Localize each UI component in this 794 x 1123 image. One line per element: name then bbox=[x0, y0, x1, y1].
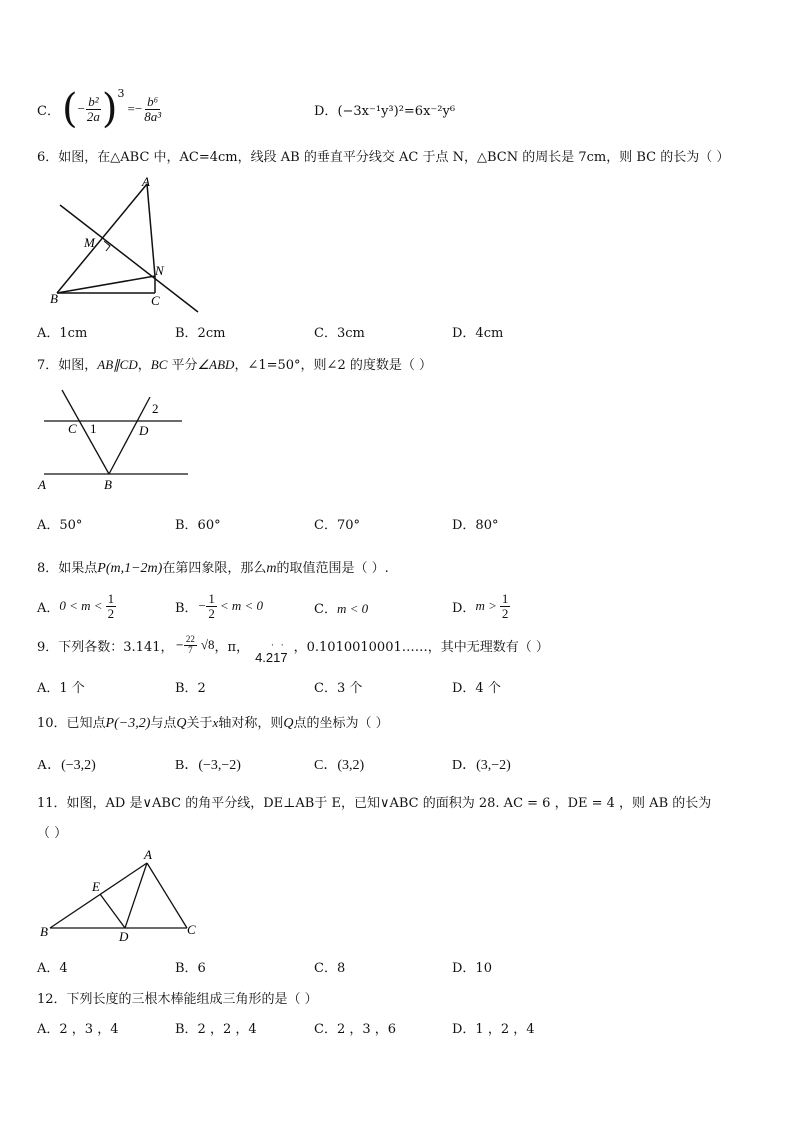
q9-option-a: A．1 个 bbox=[37, 681, 85, 696]
q9-prefix: 9．下列各数：3.141， bbox=[37, 639, 174, 655]
q8-option-a bbox=[37, 588, 116, 624]
q10-mid: 与点 bbox=[150, 716, 177, 731]
fraction bbox=[85, 95, 102, 123]
q8-option-c bbox=[314, 598, 368, 617]
q8-point: P(m,1−2m) bbox=[97, 561, 163, 576]
numerator: b⁶ bbox=[147, 93, 159, 109]
label-d: D bbox=[139, 423, 149, 438]
q7-angle: ∠ABD bbox=[197, 357, 235, 372]
q9-option-d: D．4 个 bbox=[452, 681, 501, 696]
q8-m: m bbox=[266, 561, 277, 576]
option-label: C． bbox=[314, 602, 337, 617]
numerator: 1 bbox=[208, 590, 215, 606]
q10-option-a: A．(−3,2) bbox=[37, 758, 96, 773]
option-expr: 0 < m < bbox=[59, 598, 103, 613]
left-paren-glyph: ( bbox=[61, 86, 78, 132]
q12-option-c: C．2 ，3 ，6 bbox=[314, 1022, 397, 1037]
fraction bbox=[106, 592, 117, 620]
q10-text bbox=[37, 712, 389, 732]
q8-suffix2: 的取值范围是（ ）. bbox=[276, 561, 389, 576]
denominator: 2 bbox=[107, 605, 115, 621]
q10-mid2: 关于 bbox=[186, 716, 213, 731]
repeat-dots: · · bbox=[271, 640, 286, 651]
q6-option-b: B．2cm bbox=[175, 326, 226, 341]
q10-point: P(−3,2) bbox=[105, 716, 151, 731]
q7-suffix: ，∠1=50°，则∠2 的度数是（ ） bbox=[234, 358, 432, 373]
q6-option-a: A．1cm bbox=[37, 326, 88, 341]
q10-option-c: C．(3,2) bbox=[314, 758, 365, 773]
q9-repeating-decimal bbox=[255, 642, 288, 665]
q11-line2: （ ） bbox=[37, 826, 68, 841]
label-a: A bbox=[142, 174, 150, 189]
label-b: B bbox=[50, 291, 58, 306]
decimal-value: 4.217 bbox=[255, 649, 288, 665]
option-expr: m > bbox=[475, 598, 497, 613]
q9-suffix: ，0.1010010001……，其中无理数有（ ） bbox=[293, 639, 549, 655]
denominator: 7 bbox=[188, 644, 193, 655]
q7-figure bbox=[34, 385, 194, 501]
q10-q: Q bbox=[176, 716, 187, 731]
fraction bbox=[184, 635, 197, 655]
numerator: 1 bbox=[501, 590, 509, 606]
q12-option-a: A．2 ，3 ，4 bbox=[37, 1022, 119, 1037]
option-label: D． bbox=[314, 104, 338, 119]
denominator: 8a³ bbox=[144, 108, 162, 124]
q12-option-d: D．1 ，2 ，4 bbox=[452, 1022, 535, 1037]
q11-option-b: B．6 bbox=[175, 961, 206, 976]
label-a: A bbox=[144, 847, 152, 862]
q10-suffix2: 点的坐标为（ ） bbox=[293, 716, 389, 731]
q9-sqrt: √8 bbox=[200, 637, 215, 652]
label-a: A bbox=[38, 477, 46, 492]
q7-option-c: C．70° bbox=[314, 518, 360, 533]
q5-option-d bbox=[314, 100, 455, 119]
label-d: D bbox=[119, 929, 129, 944]
q11-figure bbox=[34, 845, 204, 949]
q10-q2: Q bbox=[283, 716, 294, 731]
q9-option-b: B．2 bbox=[175, 681, 206, 696]
q7-option-d: D．80° bbox=[452, 518, 499, 533]
fraction bbox=[206, 592, 217, 620]
option-label: A． bbox=[37, 600, 60, 616]
numerator: 22 bbox=[185, 634, 195, 645]
q8-option-d bbox=[452, 588, 510, 624]
option-label: C． bbox=[37, 103, 60, 119]
q6-option-c: C．3cm bbox=[314, 326, 365, 341]
right-paren-glyph: ) bbox=[101, 86, 118, 132]
option-expr: m < 0 bbox=[336, 601, 369, 616]
q7-text bbox=[37, 354, 432, 373]
result-fraction bbox=[142, 95, 163, 123]
q8-prefix: 8．如果点 bbox=[37, 561, 98, 576]
q11-option-c: C．8 bbox=[314, 961, 346, 976]
q8-option-b bbox=[175, 588, 263, 624]
q6-option-d: D．4cm bbox=[452, 326, 504, 341]
q12-text: 12．下列长度的三根木棒能组成三角形的是（ ） bbox=[37, 992, 318, 1007]
minus-sign: − bbox=[197, 598, 207, 613]
q7-bisects: 平分 bbox=[167, 358, 198, 373]
q7-bc: BC bbox=[150, 357, 168, 372]
q10-prefix: 10．已知点 bbox=[37, 716, 106, 731]
label-e: E bbox=[92, 879, 100, 894]
q6-figure bbox=[40, 172, 210, 321]
q11-line1: 11．如图，AD 是∨ABC 的角平分线，DE⊥AB于 E，已知∨ABC 的面积为 28. AC = 6 ，DE = 4 ，则 AB 的长为 bbox=[37, 796, 712, 811]
label-b: B bbox=[40, 924, 48, 939]
denominator: 2 bbox=[501, 605, 509, 621]
option-expr: < m < 0 bbox=[219, 598, 264, 613]
label-1: 1 bbox=[90, 421, 97, 436]
q9-text bbox=[37, 630, 549, 665]
q11-option-a: A．4 bbox=[37, 961, 68, 976]
q8-suffix: 在第四象限，那么 bbox=[162, 561, 267, 576]
label-2: 2 bbox=[152, 401, 159, 416]
q6-text: 6．如图，在△ABC 中，AC=4cm，线段 AB 的垂直平分线交 AC 于点 N，△BCN 的周长是 7cm，则 BC 的长为（ ） bbox=[37, 150, 730, 165]
denominator: 2 bbox=[208, 605, 215, 621]
q8-text bbox=[37, 557, 389, 577]
fraction bbox=[500, 592, 511, 620]
q9-option-c: C．3 个 bbox=[314, 681, 363, 696]
label-c: C bbox=[187, 922, 196, 937]
q7-option-b: B．60° bbox=[175, 518, 221, 533]
q9-neg-fraction bbox=[176, 635, 197, 655]
q10-x: x bbox=[212, 715, 219, 730]
label-c: C bbox=[68, 421, 77, 436]
minus-sign: − bbox=[77, 101, 85, 116]
label-m: M bbox=[84, 235, 95, 250]
q7-prefix: 7．如图， bbox=[37, 358, 98, 373]
numerator: 1 bbox=[107, 590, 115, 606]
q11-option-d: D．10 bbox=[452, 961, 492, 976]
q5-option-c bbox=[37, 84, 163, 134]
q12-option-b: B．2 ，2 ，4 bbox=[175, 1022, 257, 1037]
q10-suffix: 轴对称，则 bbox=[218, 716, 284, 731]
option-label: B． bbox=[175, 600, 198, 616]
denominator: 2a bbox=[86, 108, 100, 124]
label-b: B bbox=[104, 477, 112, 492]
q10-option-d: D．(3,−2) bbox=[452, 758, 511, 773]
numerator: b² bbox=[88, 93, 99, 109]
q7-parallel: AB∥CD bbox=[97, 357, 138, 372]
label-c: C bbox=[151, 293, 160, 308]
q7-sep: ， bbox=[137, 358, 151, 373]
q10-option-b: B．(−3,−2) bbox=[175, 758, 241, 773]
equals-minus: =− bbox=[127, 101, 143, 116]
q7-option-a: A．50° bbox=[37, 518, 83, 533]
q9-pi: ，π， bbox=[214, 639, 250, 655]
exponent: 3 bbox=[117, 86, 125, 100]
label-n: N bbox=[155, 263, 164, 278]
option-text: (−3x⁻¹y³)²=6x⁻²y⁶ bbox=[337, 104, 456, 119]
option-label: D． bbox=[452, 600, 476, 616]
minus-sign: − bbox=[175, 639, 184, 651]
